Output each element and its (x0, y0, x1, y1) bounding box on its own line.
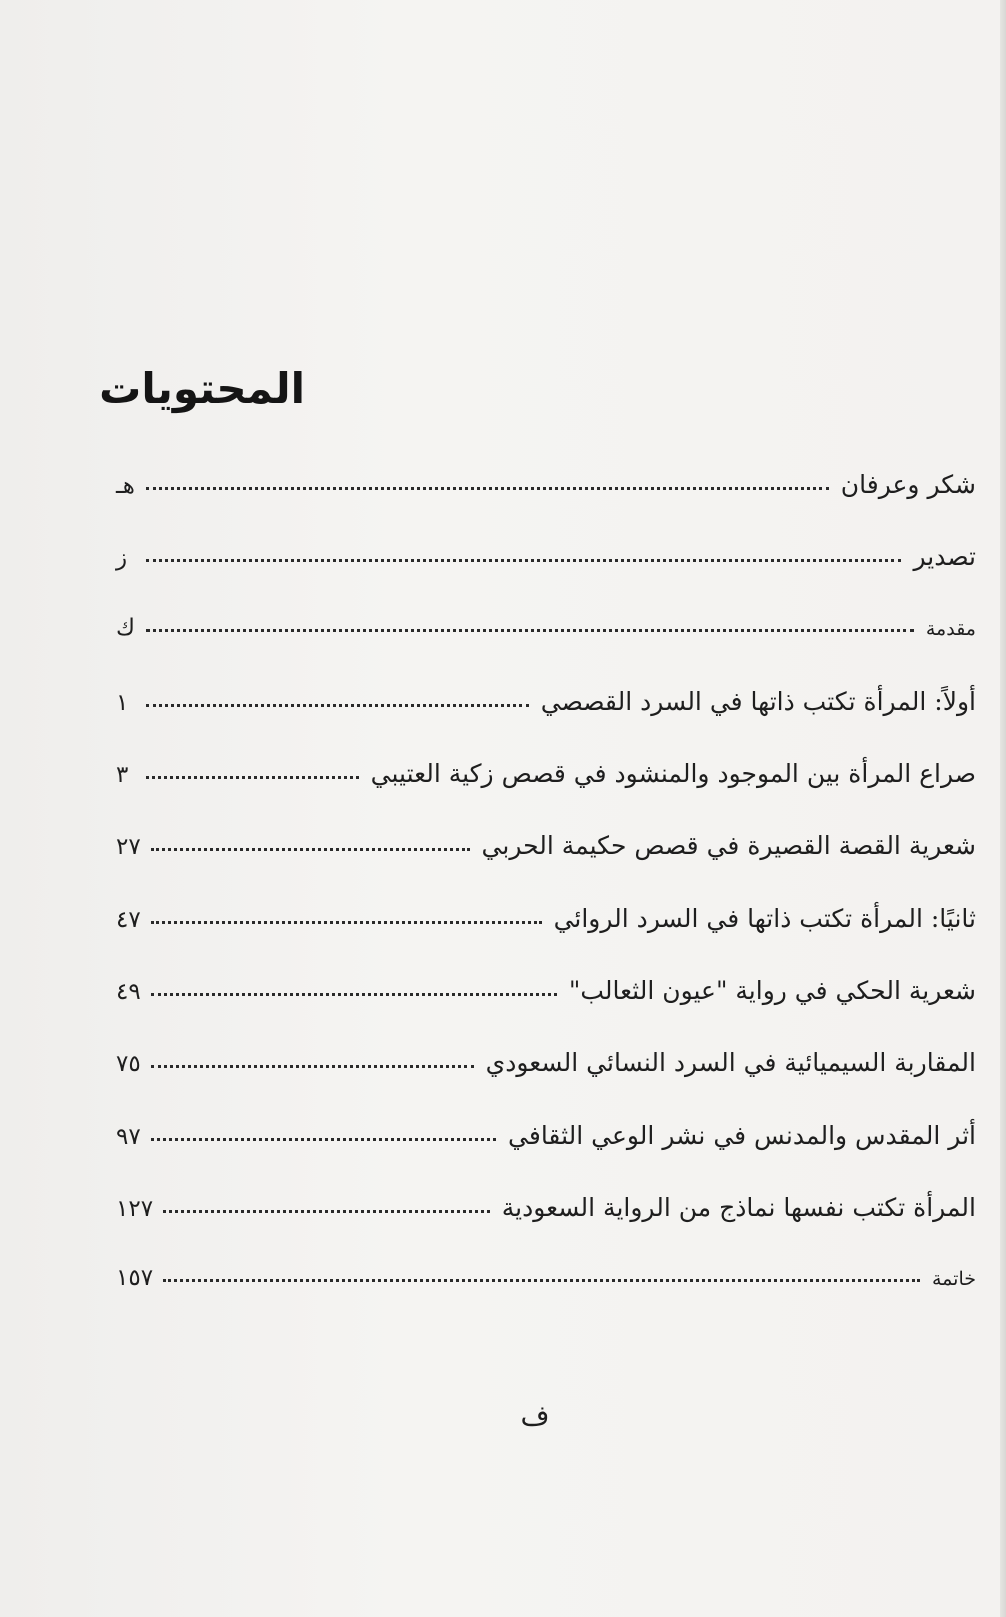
toc-entry (116, 687, 976, 721)
toc-entry (116, 470, 976, 504)
dot-leader (151, 921, 542, 924)
toc-entry-label: أثر المقدس والمدنس في نشر الوعي الثقافي (508, 1120, 976, 1150)
toc-entry-page: ٣ (116, 762, 129, 789)
toc-entry-page: ك (116, 614, 135, 641)
dot-leader (151, 993, 557, 996)
dot-leader (151, 848, 470, 851)
toc-entry-page: ٢٧ (116, 834, 141, 861)
toc-entry-label: مقدمة (925, 617, 976, 640)
toc-entry-label: المقاربة السيميائية في السرد النسائي السعودي (485, 1048, 976, 1078)
dot-leader (163, 1279, 920, 1282)
toc-entry-page: ٤٧ (116, 906, 141, 933)
toc-entry-label: شعرية القصة القصيرة في قصص حكيمة الحربي (481, 831, 976, 861)
toc-entry-label: المرأة تكتب نفسها نماذج من الرواية السعودية (501, 1192, 976, 1222)
toc-entry-label: ثانيًا: المرأة تكتب ذاتها في السرد الروائي (553, 903, 976, 933)
page-number: ف (520, 1399, 550, 1432)
dot-leader (146, 487, 829, 490)
toc-entry-page: ٩٧ (116, 1123, 141, 1150)
toc-entry (116, 542, 976, 576)
toc-entry-page: ز (116, 545, 128, 572)
toc-entry (116, 1048, 976, 1082)
toc-entry (116, 1121, 976, 1155)
toc-entry-label: خاتمة (932, 1268, 976, 1291)
toc-entry-page: ٤٩ (116, 979, 141, 1006)
toc-entry-label: أولاً: المرأة تكتب ذاتها في السرد القصصي (540, 686, 976, 716)
toc-entry (116, 759, 976, 793)
toc-entry-label: شكر وعرفان (840, 470, 976, 499)
toc-entry-page: ١٥٧ (116, 1265, 154, 1292)
toc-entry-label: تصدير (913, 542, 976, 572)
toc-entry-page: ٧٥ (116, 1051, 141, 1078)
dot-leader (146, 704, 529, 707)
dot-leader (146, 776, 359, 779)
toc-entry-page: ١٢٧ (116, 1195, 154, 1222)
page-title: المحتويات (99, 364, 305, 413)
toc-entry-label: صراع المرأة بين الموجود والمنشود في قصص زكية العتيبي (370, 759, 976, 789)
dot-leader (146, 559, 901, 562)
toc-entry-page: هـ (116, 473, 135, 499)
dot-leader (163, 1210, 490, 1213)
dot-leader (151, 1138, 496, 1141)
dot-leader (151, 1065, 474, 1068)
table-of-contents (116, 470, 976, 1338)
toc-entry (116, 904, 976, 938)
toc-entry (116, 976, 976, 1010)
dot-leader (146, 629, 914, 632)
page-edge (1000, 0, 1006, 1617)
toc-entry (116, 1265, 976, 1299)
toc-entry-label: شعرية الحكي في رواية "عيون الثعالب" (568, 976, 976, 1006)
toc-entry-page: ١ (116, 689, 129, 716)
toc-entry (116, 1193, 976, 1227)
toc-entry (116, 831, 976, 865)
toc-entry (116, 615, 976, 649)
